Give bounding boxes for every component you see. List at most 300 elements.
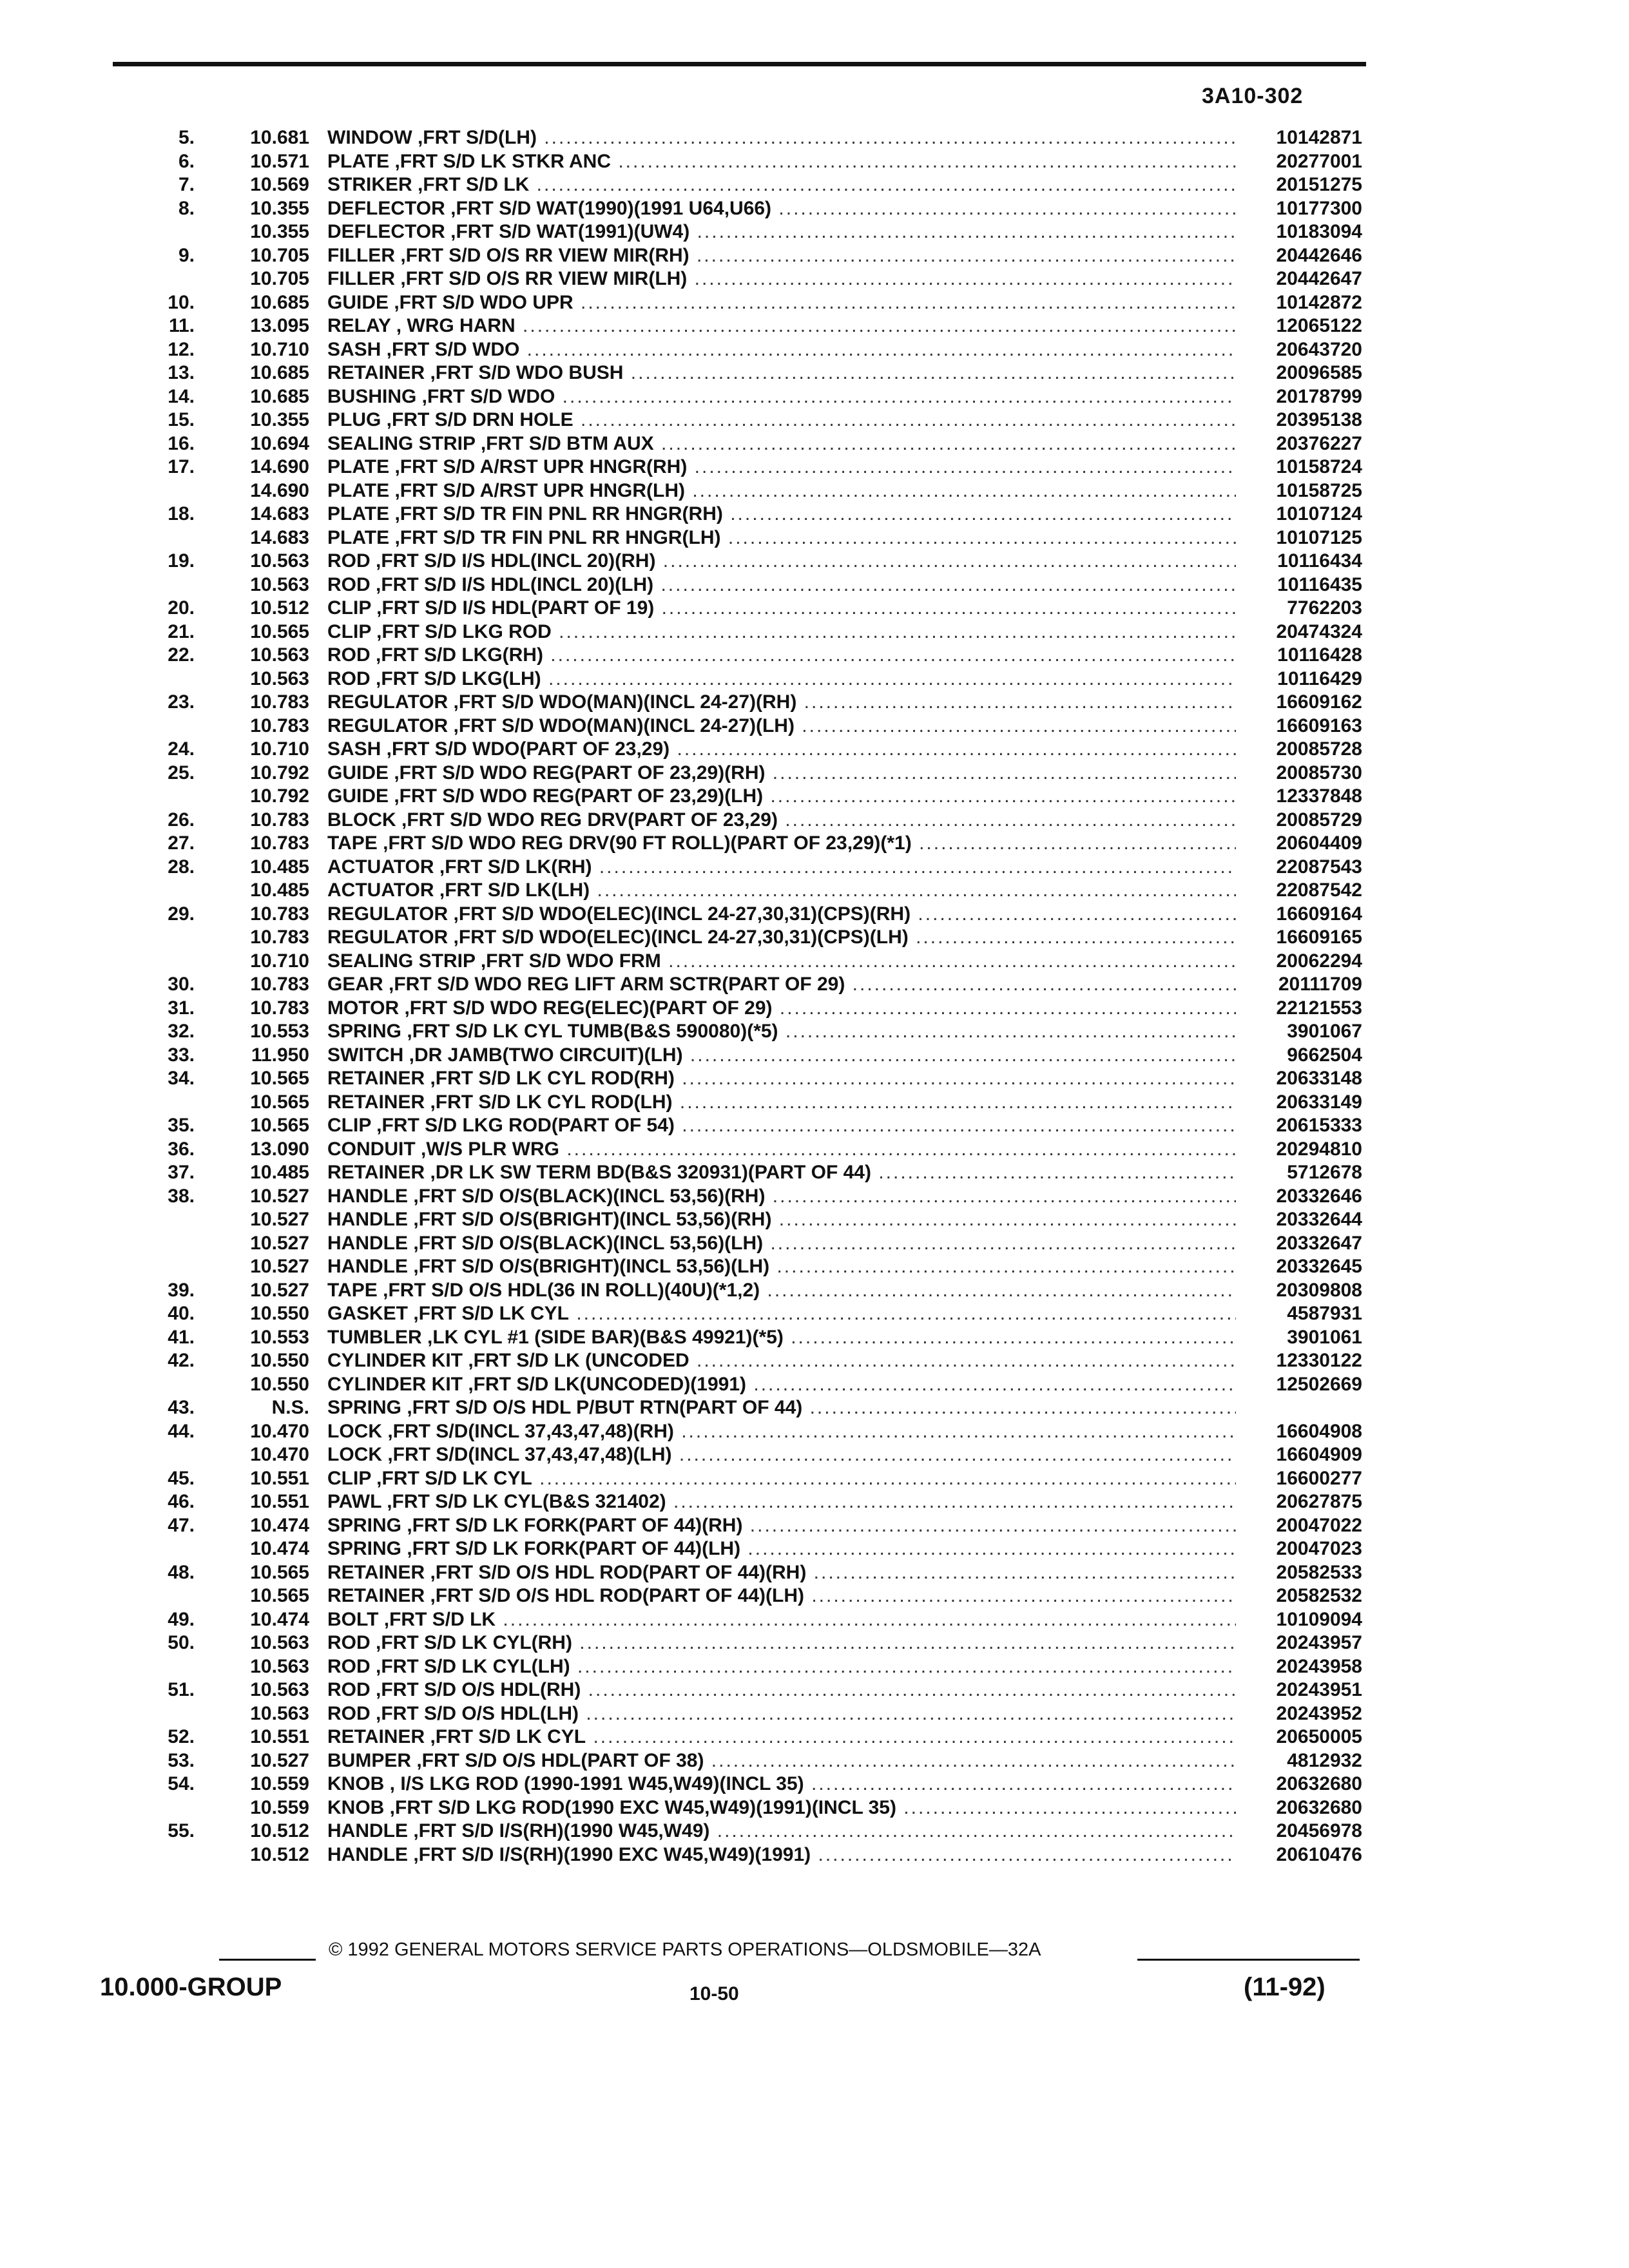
section-number: 10.783: [250, 832, 309, 854]
section-number: 10.485: [250, 1162, 309, 1183]
part-number: 20111709: [1278, 974, 1362, 995]
part-description: RETAINER ,FRT S/D O/S HDL ROD(PART OF 44)(RH) .....: [327, 1561, 1236, 1585]
parts-row: [0, 1349, 1629, 1373]
parts-row: [0, 1067, 1629, 1091]
part-description: FILLER ,FRT S/D O/S RR VIEW MIR(LH) .....: [327, 267, 1236, 291]
part-number: 20442646: [1276, 244, 1362, 266]
part-description: CYLINDER KIT ,FRT S/D LK(UNCODED)(1991) .....: [327, 1373, 1236, 1397]
item-number: 52.: [168, 1726, 195, 1747]
parts-row: [0, 1678, 1629, 1702]
part-number: 10116435: [1277, 573, 1362, 595]
part-number: 10107124: [1276, 503, 1362, 524]
item-number: 34.: [168, 1068, 195, 1089]
parts-row: [0, 267, 1629, 291]
part-description: GUIDE ,FRT S/D WDO REG(PART OF 23,29)(RH) .....: [327, 762, 1236, 785]
part-number: 10107125: [1276, 526, 1362, 548]
part-number: 20309808: [1276, 1279, 1362, 1301]
part-number: 10116428: [1277, 644, 1362, 666]
section-number: 10.550: [250, 1303, 309, 1324]
part-number: 22087543: [1276, 856, 1362, 878]
part-description: HANDLE ,FRT S/D O/S(BRIGHT)(INCL 53,56)(LH) .....: [327, 1255, 1236, 1279]
part-description: CLIP ,FRT S/D LKG ROD(PART OF 54) .....: [327, 1114, 1236, 1138]
part-description: WINDOW ,FRT S/D(LH) .....: [327, 126, 1236, 150]
part-description: ROD ,FRT S/D LKG(LH) .....: [327, 668, 1236, 691]
section-number: 10.550: [250, 1373, 309, 1395]
item-number: 13.: [168, 362, 195, 383]
item-number: 28.: [168, 856, 195, 878]
revision-date: (11-92): [1244, 1973, 1325, 2001]
item-number: 9.: [178, 244, 195, 266]
parts-row: [0, 361, 1629, 385]
section-number: 14.690: [250, 456, 309, 477]
part-number: 16604909: [1276, 1444, 1362, 1465]
part-description: SWITCH ,DR JAMB(TWO CIRCUIT)(LH) .....: [327, 1044, 1236, 1068]
item-number: 45.: [168, 1467, 195, 1489]
part-number: 20376227: [1276, 432, 1362, 454]
item-number: 7.: [178, 174, 195, 195]
part-number: 12502669: [1276, 1373, 1362, 1395]
parts-row: [0, 856, 1629, 879]
item-number: 30.: [168, 974, 195, 995]
part-number: 20243958: [1276, 1655, 1362, 1677]
parts-row: [0, 479, 1629, 503]
part-number: 3901061: [1287, 1326, 1362, 1348]
section-number: 10.527: [250, 1185, 309, 1207]
parts-row: [0, 550, 1629, 573]
item-number: 25.: [168, 762, 195, 783]
item-number: 48.: [168, 1561, 195, 1583]
section-number: 10.527: [250, 1279, 309, 1301]
section-number: 10.527: [250, 1749, 309, 1771]
part-description: ROD ,FRT S/D O/S HDL(LH) .....: [327, 1702, 1236, 1726]
part-description: TAPE ,FRT S/D WDO REG DRV(90 FT ROLL)(PART OF 23,29)(*1) .....: [327, 832, 1236, 856]
part-description: HANDLE ,FRT S/D O/S(BLACK)(INCL 53,56)(LH) .....: [327, 1232, 1236, 1256]
part-number: 10158725: [1276, 479, 1362, 501]
footer-rule-left: [219, 1959, 316, 1961]
parts-row: [0, 879, 1629, 903]
section-number: 10.563: [250, 1679, 309, 1700]
part-number: 20332645: [1276, 1256, 1362, 1277]
item-number: 27.: [168, 832, 195, 854]
item-number: 5.: [178, 127, 195, 148]
section-number: 10.565: [250, 1091, 309, 1113]
section-number: 10.792: [250, 785, 309, 807]
part-number: 20442647: [1276, 268, 1362, 289]
section-number: 10.783: [250, 974, 309, 995]
section-number: 10.355: [250, 197, 309, 219]
section-number: 10.551: [250, 1726, 309, 1747]
item-number: 29.: [168, 903, 195, 925]
part-description: SPRING ,FRT S/D LK CYL TUMB(B&S 590080)(*5) .....: [327, 1020, 1236, 1044]
part-description: PAWL ,FRT S/D LK CYL(B&S 321402) .....: [327, 1490, 1236, 1514]
section-number: 13.095: [250, 315, 309, 336]
part-description: KNOB , I/S LKG ROD (1990-1991 W45,W49)(INCL 35) .....: [327, 1773, 1236, 1796]
section-number: 10.470: [250, 1420, 309, 1442]
part-description: ROD ,FRT S/D LKG(RH) .....: [327, 644, 1236, 668]
part-number: 22121553: [1276, 997, 1362, 1019]
part-number: 20395138: [1276, 409, 1362, 430]
parts-row: [0, 1467, 1629, 1491]
part-description: BLOCK ,FRT S/D WDO REG DRV(PART OF 23,29) .....: [327, 809, 1236, 832]
item-number: 51.: [168, 1679, 195, 1700]
item-number: 36.: [168, 1138, 195, 1160]
section-number: 10.355: [250, 221, 309, 242]
part-number: 3901067: [1287, 1021, 1362, 1042]
section-number: 10.565: [250, 1115, 309, 1136]
parts-row: [0, 126, 1629, 150]
part-description: REGULATOR ,FRT S/D WDO(ELEC)(INCL 24-27,30,31)(CPS)(RH) .....: [327, 903, 1236, 927]
section-number: 11.950: [251, 1044, 309, 1066]
part-number: 20615333: [1276, 1115, 1362, 1136]
parts-row: [0, 314, 1629, 338]
item-number: 40.: [168, 1303, 195, 1324]
section-number: 10.527: [250, 1232, 309, 1254]
section-number: 10.485: [250, 856, 309, 878]
part-number: 10116429: [1277, 668, 1362, 689]
part-description: LOCK ,FRT S/D(INCL 37,43,47,48)(RH) .....: [327, 1420, 1236, 1444]
parts-row: [0, 220, 1629, 244]
parts-row: [0, 668, 1629, 691]
section-number: 10.783: [250, 715, 309, 736]
item-number: 32.: [168, 1021, 195, 1042]
part-number: 16609162: [1276, 691, 1362, 713]
section-number: 10.563: [250, 644, 309, 666]
part-number: 20633148: [1276, 1068, 1362, 1089]
section-number: 10.783: [250, 903, 309, 925]
part-number: 20277001: [1276, 150, 1362, 172]
item-number: 18.: [168, 503, 195, 524]
part-number: 20294810: [1276, 1138, 1362, 1160]
part-description: ROD ,FRT S/D LK CYL(RH) .....: [327, 1631, 1236, 1655]
part-number: 20243951: [1276, 1679, 1362, 1700]
parts-row: [0, 1820, 1629, 1843]
part-number: 20627875: [1276, 1491, 1362, 1512]
part-number: 10183094: [1276, 221, 1362, 242]
section-number: 10.550: [250, 1350, 309, 1371]
parts-row: [0, 244, 1629, 268]
section-number: 10.565: [250, 1068, 309, 1089]
part-description: BUMPER ,FRT S/D O/S HDL(PART OF 38) .....: [327, 1749, 1236, 1773]
parts-row: [0, 691, 1629, 715]
part-number: 20332644: [1276, 1209, 1362, 1230]
part-description: SPRING ,FRT S/D O/S HDL P/BUT RTN(PART OF 44) .....: [327, 1396, 1236, 1420]
item-number: 33.: [168, 1044, 195, 1066]
section-number: 10.685: [250, 385, 309, 407]
item-number: 12.: [168, 338, 195, 360]
part-description: CLIP ,FRT S/D I/S HDL(PART OF 19) .....: [327, 597, 1236, 620]
parts-row: [0, 1091, 1629, 1115]
section-number: 10.474: [250, 1608, 309, 1630]
section-number: 10.474: [250, 1514, 309, 1536]
parts-row: [0, 738, 1629, 762]
item-number: 39.: [168, 1279, 195, 1301]
part-number: 12330122: [1276, 1350, 1362, 1371]
part-number: 10116434: [1277, 550, 1362, 572]
part-number: 20582533: [1276, 1561, 1362, 1583]
part-description: MOTOR ,FRT S/D WDO REG(ELEC)(PART OF 29) .....: [327, 997, 1236, 1021]
parts-row: [0, 408, 1629, 432]
section-number: 10.705: [250, 244, 309, 266]
section-number: 10.710: [250, 338, 309, 360]
section-number: 10.553: [250, 1021, 309, 1042]
part-number: 10158724: [1276, 456, 1362, 477]
section-number: 10.565: [250, 1585, 309, 1606]
part-number: 20604409: [1276, 832, 1362, 854]
part-description: PLATE ,FRT S/D A/RST UPR HNGR(LH) .....: [327, 479, 1236, 503]
item-number: 53.: [168, 1749, 195, 1771]
page-id: 3A10-302: [1202, 84, 1304, 108]
parts-row: [0, 1161, 1629, 1185]
part-number: 9662504: [1287, 1044, 1362, 1066]
parts-row: [0, 973, 1629, 997]
item-number: 55.: [168, 1820, 195, 1841]
section-number: 10.705: [250, 268, 309, 289]
group-label: 10.000-GROUP: [100, 1973, 282, 2001]
parts-row: [0, 1725, 1629, 1749]
part-number: 20650005: [1276, 1726, 1362, 1747]
parts-row: [0, 1232, 1629, 1256]
item-number: 49.: [168, 1608, 195, 1630]
part-description: HANDLE ,FRT S/D O/S(BRIGHT)(INCL 53,56)(RH) .....: [327, 1208, 1236, 1232]
part-description: CONDUIT ,W/S PLR WRG .....: [327, 1138, 1236, 1162]
part-description: DEFLECTOR ,FRT S/D WAT(1991)(UW4) .....: [327, 220, 1236, 244]
part-description: KNOB ,FRT S/D LKG ROD(1990 EXC W45,W49)(1991)(INCL 35) .....: [327, 1796, 1236, 1820]
item-number: 21.: [168, 620, 195, 642]
part-number: 20643720: [1276, 338, 1362, 360]
item-number: 11.: [168, 315, 195, 336]
part-description: GEAR ,FRT S/D WDO REG LIFT ARM SCTR(PART OF 29) .....: [327, 973, 1236, 997]
item-number: 47.: [168, 1514, 195, 1536]
section-number: 14.690: [250, 479, 309, 501]
part-number: 22087542: [1276, 879, 1362, 901]
section-number: 10.783: [250, 997, 309, 1019]
section-number: 10.553: [250, 1326, 309, 1348]
parts-row: [0, 809, 1629, 832]
parts-row: [0, 573, 1629, 597]
part-description: TAPE ,FRT S/D O/S HDL(36 IN ROLL)(40U)(*1,2) .....: [327, 1279, 1236, 1303]
item-number: 42.: [168, 1350, 195, 1371]
part-number: 16609164: [1276, 903, 1362, 925]
section-number: 10.563: [250, 1632, 309, 1653]
section-number: 10.685: [250, 291, 309, 313]
part-number: 4587931: [1287, 1303, 1362, 1324]
item-number: 15.: [168, 409, 195, 430]
parts-row: [0, 1655, 1629, 1679]
item-number: 46.: [168, 1491, 195, 1512]
part-number: 7762203: [1287, 597, 1362, 619]
item-number: 37.: [168, 1162, 195, 1183]
section-number: 10.355: [250, 409, 309, 430]
part-description: REGULATOR ,FRT S/D WDO(ELEC)(INCL 24-27,30,31)(CPS)(LH) .....: [327, 926, 1236, 950]
part-description: ROD ,FRT S/D O/S HDL(RH) .....: [327, 1678, 1236, 1702]
part-description: PLATE ,FRT S/D A/RST UPR HNGR(RH) .....: [327, 456, 1236, 479]
part-number: 20632680: [1276, 1773, 1362, 1794]
parts-row: [0, 1138, 1629, 1162]
part-description: FILLER ,FRT S/D O/S RR VIEW MIR(RH) .....: [327, 244, 1236, 268]
parts-row: [0, 1608, 1629, 1632]
part-description: RETAINER ,FRT S/D WDO BUSH .....: [327, 361, 1236, 385]
part-number: 20474324: [1276, 620, 1362, 642]
section-number: 10.559: [250, 1773, 309, 1794]
part-description: RETAINER ,FRT S/D LK CYL ROD(RH) .....: [327, 1067, 1236, 1091]
part-description: BOLT ,FRT S/D LK .....: [327, 1608, 1236, 1632]
parts-row: [0, 1185, 1629, 1209]
parts-row: [0, 456, 1629, 479]
section-number: 10.512: [250, 1820, 309, 1841]
item-number: 14.: [168, 385, 195, 407]
part-description: RETAINER ,FRT S/D LK CYL .....: [327, 1725, 1236, 1749]
part-description: REGULATOR ,FRT S/D WDO(MAN)(INCL 24-27)(LH) .....: [327, 715, 1236, 738]
parts-row: [0, 173, 1629, 197]
part-description: ACTUATOR ,FRT S/D LK(RH) .....: [327, 856, 1236, 879]
part-number: 10109094: [1276, 1608, 1362, 1630]
section-number: N.S.: [271, 1397, 309, 1418]
section-number: 10.694: [250, 432, 309, 454]
part-description: RELAY , WRG HARN .....: [327, 314, 1236, 338]
part-number: 20047023: [1276, 1538, 1362, 1559]
part-description: SPRING ,FRT S/D LK FORK(PART OF 44)(LH) .....: [327, 1537, 1236, 1561]
part-number: 20062294: [1276, 950, 1362, 972]
section-number: 14.683: [250, 526, 309, 548]
section-number: 10.474: [250, 1538, 309, 1559]
section-number: 10.551: [250, 1491, 309, 1512]
part-description: SPRING ,FRT S/D LK FORK(PART OF 44)(RH) .....: [327, 1514, 1236, 1538]
section-number: 10.563: [250, 1655, 309, 1677]
part-description: HANDLE ,FRT S/D O/S(BLACK)(INCL 53,56)(RH) .....: [327, 1185, 1236, 1209]
section-number: 10.685: [250, 362, 309, 383]
item-number: 8.: [178, 197, 195, 219]
section-number: 10.783: [250, 809, 309, 831]
top-rule: [113, 62, 1366, 66]
parts-row: [0, 597, 1629, 620]
part-number: 20633149: [1276, 1091, 1362, 1113]
part-description: ROD ,FRT S/D LK CYL(LH) .....: [327, 1655, 1236, 1679]
parts-list: [0, 126, 1629, 1867]
parts-row: [0, 997, 1629, 1021]
part-description: CLIP ,FRT S/D LK CYL .....: [327, 1467, 1236, 1491]
parts-row: [0, 715, 1629, 738]
item-number: 10.: [168, 291, 195, 313]
part-description: ROD ,FRT S/D I/S HDL(INCL 20)(LH) .....: [327, 573, 1236, 597]
parts-row: [0, 291, 1629, 315]
part-number: 20243952: [1276, 1702, 1362, 1724]
parts-row: [0, 503, 1629, 526]
part-description: TUMBLER ,LK CYL #1 (SIDE BAR)(B&S 49921)(*5) .....: [327, 1326, 1236, 1350]
parts-row: [0, 1796, 1629, 1820]
part-description: HANDLE ,FRT S/D I/S(RH)(1990 EXC W45,W49)(1991) .....: [327, 1843, 1236, 1867]
parts-row: [0, 832, 1629, 856]
parts-row: [0, 1631, 1629, 1655]
part-number: 10142872: [1276, 291, 1362, 313]
item-number: 38.: [168, 1185, 195, 1207]
parts-row: [0, 526, 1629, 550]
part-number: 12337848: [1276, 785, 1362, 807]
item-number: 31.: [168, 997, 195, 1019]
part-number: 4812932: [1287, 1749, 1362, 1771]
section-number: 10.563: [250, 573, 309, 595]
part-number: 10177300: [1276, 197, 1362, 219]
parts-row: [0, 1773, 1629, 1796]
part-description: SEALING STRIP ,FRT S/D WDO FRM .....: [327, 950, 1236, 974]
part-number: 10142871: [1276, 127, 1362, 148]
parts-row: [0, 338, 1629, 362]
part-number: 20610476: [1276, 1843, 1362, 1865]
part-description: DEFLECTOR ,FRT S/D WAT(1990)(1991 U64,U66) .....: [327, 197, 1236, 221]
part-description: PLUG ,FRT S/D DRN HOLE .....: [327, 408, 1236, 432]
parts-row: [0, 950, 1629, 974]
part-description: GASKET ,FRT S/D LK CYL .....: [327, 1302, 1236, 1326]
section-number: 10.551: [250, 1467, 309, 1489]
item-number: 24.: [168, 738, 195, 760]
part-number: 16604908: [1276, 1420, 1362, 1442]
item-number: 17.: [168, 456, 195, 477]
part-number: 20085730: [1276, 762, 1362, 783]
item-number: 22.: [168, 644, 195, 666]
part-number: 20332646: [1276, 1185, 1362, 1207]
parts-row: [0, 1749, 1629, 1773]
section-number: 10.571: [250, 150, 309, 172]
item-number: 6.: [178, 150, 195, 172]
part-number: 20632680: [1276, 1796, 1362, 1818]
parts-row: [0, 197, 1629, 221]
part-number: 20085729: [1276, 809, 1362, 831]
section-number: 10.710: [250, 738, 309, 760]
part-description: PLATE ,FRT S/D TR FIN PNL RR HNGR(LH) .....: [327, 526, 1236, 550]
parts-row: [0, 1208, 1629, 1232]
part-number: 20178799: [1276, 385, 1362, 407]
section-number: 10.512: [250, 597, 309, 619]
parts-row: [0, 150, 1629, 174]
part-description: STRIKER ,FRT S/D LK .....: [327, 173, 1236, 197]
item-number: 50.: [168, 1632, 195, 1653]
parts-row: [0, 1255, 1629, 1279]
part-description: RETAINER ,FRT S/D LK CYL ROD(LH) .....: [327, 1091, 1236, 1115]
section-number: 10.783: [250, 691, 309, 713]
part-description: RETAINER ,DR LK SW TERM BD(B&S 320931)(PART OF 44) .....: [327, 1161, 1236, 1185]
parts-row: [0, 1490, 1629, 1514]
part-number: 20047022: [1276, 1514, 1362, 1536]
copyright-notice: © 1992 GENERAL MOTORS SERVICE PARTS OPERATIONS—OLDSMOBILE—32A: [329, 1939, 1041, 1960]
part-number: 16600277: [1276, 1467, 1362, 1489]
item-number: 35.: [168, 1115, 195, 1136]
section-number: 10.563: [250, 668, 309, 689]
parts-row: [0, 926, 1629, 950]
part-description: REGULATOR ,FRT S/D WDO(MAN)(INCL 24-27)(RH) .....: [327, 691, 1236, 715]
part-number: 20456978: [1276, 1820, 1362, 1841]
section-number: 10.512: [250, 1843, 309, 1865]
part-description: ROD ,FRT S/D I/S HDL(INCL 20)(RH) .....: [327, 550, 1236, 573]
part-description: PLATE ,FRT S/D TR FIN PNL RR HNGR(RH) .....: [327, 503, 1236, 526]
parts-row: [0, 1843, 1629, 1867]
item-number: 43.: [168, 1397, 195, 1418]
part-number: 5712678: [1287, 1162, 1362, 1183]
parts-row: [0, 620, 1629, 644]
part-description: GUIDE ,FRT S/D WDO UPR .....: [327, 291, 1236, 315]
part-number: 20096585: [1276, 362, 1362, 383]
part-description: CLIP ,FRT S/D LKG ROD .....: [327, 620, 1236, 644]
parts-row: [0, 1561, 1629, 1585]
section-number: 10.563: [250, 1702, 309, 1724]
item-number: 41.: [168, 1326, 195, 1348]
parts-row: [0, 1443, 1629, 1467]
section-number: 10.565: [250, 620, 309, 642]
parts-row: [0, 1396, 1629, 1420]
parts-row: [0, 1584, 1629, 1608]
part-description: PLATE ,FRT S/D LK STKR ANC .....: [327, 150, 1236, 174]
parts-row: [0, 903, 1629, 927]
part-number: 16609163: [1276, 715, 1362, 736]
parts-row: [0, 1302, 1629, 1326]
